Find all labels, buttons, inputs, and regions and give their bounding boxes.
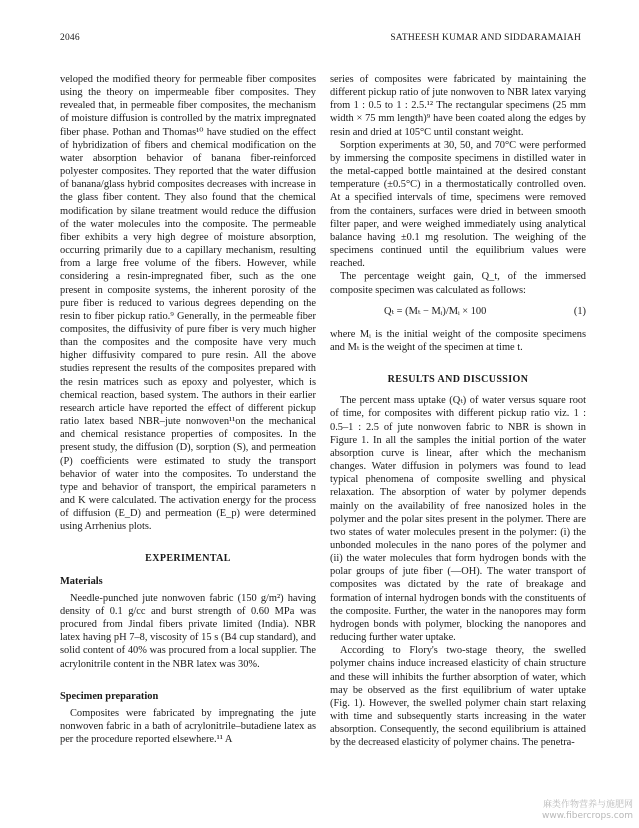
- right-column: [330, 73, 586, 750]
- flory-theory-paragraph: According to Flory's two-stage theory, the swelled polymer chains induce increased elasticity of chain structure and these will inhibits the further absorption of water, which may be observed as the first equilibrium of water uptake (Fig. 1). However, the swelled polymer chain start relaxing with time and subsequently starts increasing in the water absorption. Consequently, the second equilibrium is attained by the decreased elasticity of polymer chains. The penetra-: [330, 645, 586, 749]
- running-title: SATHEESH KUMAR AND SIDDARAMAIAH: [390, 33, 581, 43]
- sorption-paragraph: Sorption experiments at 30, 50, and 70°C were performed by immersing the composite specimens in distilled water in the metal-capped bottle maintained at the desired constant temperature (±0.5°C) in a thermostatically controlled oven. At a specified intervals of time, specimens were removed from the containers, surfaces were dried in between smooth filter paper, and were weighed immediately using analytical balance having ±0.1 mg resolution. The weighing of the specimens continued until the equilibrium values were reached.: [330, 139, 586, 270]
- equation-explanation: where Mᵢ is the initial weight of the composite specimens and Mₜ is the weight of the specimen at time t.: [330, 328, 586, 353]
- watermark: [542, 800, 633, 822]
- section-heading-results: RESULTS AND DISCUSSION: [387, 374, 529, 386]
- equation-1: [330, 305, 586, 318]
- subheading-specimen-preparation: Specimen preparation: [60, 690, 159, 702]
- watermark-line-2: www.fibercrops.com: [542, 811, 633, 821]
- equation-number: (1): [573, 305, 586, 317]
- results-paragraph: The percent mass uptake (Qₜ) of water versus square root of time, for composites with different pickup ratio viz. 1 : 0.5–1 : 2.5 of jute nonwoven fabric to NBR is shown in Figure 1. In all the samples the initial portion of the water absorption curve is linear, after which the mechanism changes. Water diffusion in polymers was found to lead typical phenomena of composite swelling and physical relaxation. The absorption of water by polymer depends mainly on the availability of free nanosized holes in the polymer and the polar sites present in the polymer. There are two states of water molecules present in the polymer: (i) the unbonded molecules in the nano pores of the polymer and (ii) the water molecules that form hydrogen bonds with the polar groups of jute fiber (—OH). The water transport of composites was dictated by the rate of breakage and formation of internal hydrogen bonds with the constituents of the composite. Further, the water in the nanopores may form hydrogen bonds with polymer, blocking the nanopores and reducing further water uptake.: [330, 395, 586, 644]
- specimen-continued-paragraph: series of composites were fabricated by maintaining the different pickup ratio of jute nonwoven to NBR latex varying from 1 : 0.5 to 1 : 2.5.¹² The rectangular specimens (25 mm width × 75 mm length)⁹ have been coated along the edges by resin and dried at 105°C until constant weight.: [330, 74, 586, 138]
- equation-body: Qₜ = (Mₜ − Mᵢ)/Mᵢ × 100: [384, 305, 487, 317]
- running-header: [60, 33, 581, 43]
- materials-paragraph: Needle-punched jute nonwoven fabric (150 g/m²) having density of 0.1 g/cc and burst strength of 0.60 MPa was procured from Jindal fibers private limited (India). NBR latex having pH 7–8, viscosity of 15 s (B4 cup standard), and solid content of 40% was procured from a local supplier. The acrylonitrile content in the NBR latex was 30%.: [60, 592, 316, 670]
- section-heading-experimental: EXPERIMENTAL: [145, 553, 231, 565]
- page-number: 2046: [60, 33, 80, 43]
- weight-gain-paragraph: The percentage weight gain, Q_t, of the immersed composite specimen was calculated as follows:: [330, 271, 586, 296]
- specimen-paragraph: Composites were fabricated by impregnating the jute nonwoven fabric in a bath of acrylonitrile–butadiene latex as per the procedure reported elsewhere.¹¹ A: [60, 707, 316, 746]
- left-column: [60, 73, 316, 746]
- watermark-line-1: 麻类作物营养与施肥网: [542, 800, 633, 810]
- subheading-materials: Materials: [60, 575, 103, 587]
- intro-paragraph: veloped the modified theory for permeable fiber composites using the theory on impermeable fiber composites. They revealed that, in permeable fiber composites, the mechanism of moisture diffusion is controlled by the matrix impregnated fiber phase. Pothan and Thomas¹⁰ have studied on the effect of hybridization of fibers and chemical modification on the water absorption behavior of banana fiber-reinforced polyester composites. They reported that the water diffusion of banana/glass hybrid composites decreases with increase in the glass fiber content. They also found that the chemical modification by silane treatment would reduce the diffusion of the water molecules into the composite. The permeable fiber exhibits a very high degree of moisture absorption, occurring primarily due to a capillary mechanism, resulting from a large free volume of the fibers. However, while considering a resin-impregnated fiber, such as the one present in composite systems, the inherent porosity of the pure fiber is reduced to various degrees depending on the resin to fiber pickup ratio.⁹ Generally, in the permeable fiber composites, the diffusivity of pure fiber is very much higher than the composites and the composite have very much higher diffusivity compared to pure resin. All the above studies represent the results of the composites prepared with the resin matrices such as epoxy and polyester, which is chemical reaction, based system. The authors in their earlier research article have reported the effect of different pickup ratio latex based NBR–jute nonwoven¹¹on the mechanical and chemical resistance properties of composites. In the present study, the diffusion (D), sorption (S), and permeation (P) coefficients were estimated to study the transport behavior of water into the composites. To understand the type and behavior of transport, the empirical parameters n and K were calculated. The activation energy for the process of diffusion (E_D) and permeation (E_p) were determined using Arrhenius plots.: [60, 74, 316, 533]
